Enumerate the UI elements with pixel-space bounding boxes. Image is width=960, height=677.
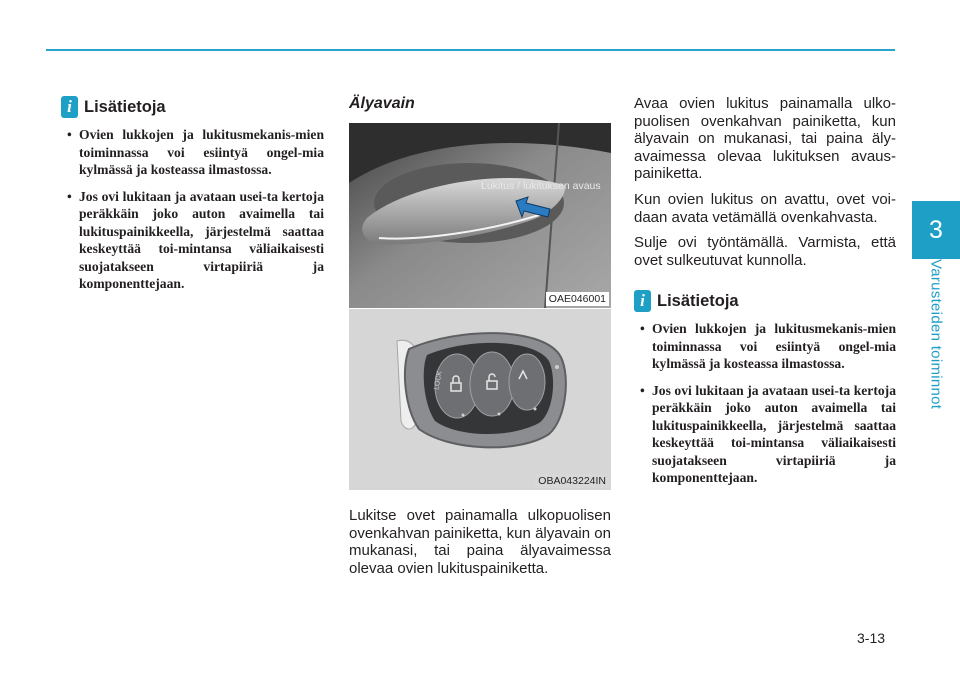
info-heading — [61, 95, 324, 119]
info-heading — [634, 289, 896, 313]
left-column — [61, 95, 324, 302]
list-item: • Jos ovi lukitaan ja avataan usei-ta kertoja peräkkäin joko auton avaimella tai lukituspainikkeella, järjestelmä saattaa keskeyttää toi-mintansa väliaikaisesti suojatakseen virtapiiriä ja komponenttejaan. — [634, 382, 896, 487]
info-list — [61, 126, 324, 293]
door-handle-figure — [349, 123, 611, 308]
figure-code: OAE046001 — [546, 292, 609, 306]
key-lock-label: LOCK — [433, 370, 444, 391]
smart-key-illustration — [349, 309, 611, 490]
list-item: • Ovien lukkojen ja lukitusmekanis-mien toiminnassa voi esiintyä ongel-mia kylmässä ja kosteassa ilmastossa. — [61, 126, 324, 179]
body-paragraph: Kun ovien lukitus on avattu, ovet voi-daan avata vetämällä ovenkahvasta. — [634, 190, 896, 226]
handle-button-label: Lukitus / lukituksen avaus — [481, 180, 601, 192]
header-rule — [46, 49, 895, 51]
info-list — [634, 320, 896, 487]
info-icon: i — [634, 290, 651, 312]
list-item: • Jos ovi lukitaan ja avataan usei-ta kertoja peräkkäin joko auton avaimella tai lukituspainikkeella, järjestelmä saattaa keskeyttää toi-mintansa väliaikaisesti suojatakseen virtapiiriä ja komponenttejaan. — [61, 188, 324, 293]
body-paragraph: Sulje ovi työntämällä. Varmista, että ovet sulkeutuvat kunnolla. — [634, 234, 896, 269]
section-title: Älyavain — [349, 95, 415, 112]
pointer-arrow-icon — [514, 193, 554, 221]
chapter-tab — [912, 201, 960, 259]
info-title: Lisätietoja — [657, 291, 739, 310]
section-heading — [349, 95, 415, 113]
right-column — [634, 95, 896, 496]
middle-text — [349, 507, 611, 585]
info-icon: i — [61, 96, 78, 118]
body-paragraph: Lukitse ovet painamalla ulkopuolisen ovenkahvan painiketta, kun älyavain on mukanasi, tai paina älyavaimessa olevaa ovien lukituspainiketta. — [349, 507, 611, 577]
figure-code: OBA043224IN — [535, 474, 609, 488]
chapter-number: 3 — [929, 215, 943, 244]
info-title: Lisätietoja — [84, 97, 166, 116]
body-paragraph: Avaa ovien lukitus painamalla ulko-puolisen ovenkahvan painiketta, kun älyavain on mukanasi, tai paina äly-avaimessa olevaa lukituksen avaus-painiketta. — [634, 95, 896, 183]
smart-key-figure — [349, 309, 611, 490]
page-number: 3-13 — [857, 630, 886, 646]
list-item: • Ovien lukkojen ja lukitusmekanis-mien toiminnassa voi esiintyä ongel-mia kylmässä ja kosteassa ilmastossa. — [634, 320, 896, 373]
door-handle-illustration — [349, 123, 611, 308]
chapter-title: Varusteiden toiminnot — [927, 258, 945, 410]
chapter-title-box — [913, 258, 959, 410]
